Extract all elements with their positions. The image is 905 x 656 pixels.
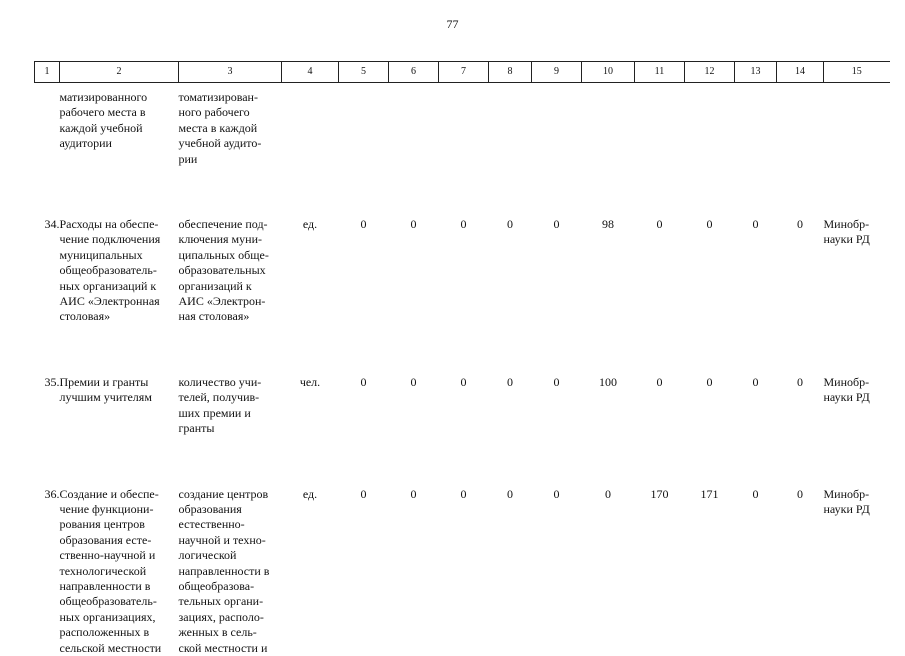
col-header: 6 bbox=[389, 62, 439, 83]
row-value bbox=[685, 83, 735, 192]
row-responsible bbox=[824, 191, 890, 349]
row-responsible bbox=[824, 83, 890, 192]
row-number bbox=[35, 83, 60, 192]
col-header: 11 bbox=[635, 62, 685, 83]
col-header: 12 bbox=[685, 62, 735, 83]
row-value bbox=[532, 349, 582, 461]
row-value bbox=[582, 461, 635, 656]
row-value bbox=[582, 83, 635, 192]
row-value-text: 0 bbox=[553, 217, 560, 232]
row-value bbox=[439, 461, 489, 656]
row-value bbox=[339, 191, 389, 349]
row-indicator-text: обеспечение под- ключения муни- ципальных обще- образовательных организаций к АИС «Электрон- ная столовая» bbox=[178, 217, 269, 324]
row-value-text: 0 bbox=[507, 374, 513, 389]
row-value-text: 0 bbox=[507, 217, 513, 232]
row-value bbox=[735, 191, 777, 349]
row-number bbox=[35, 349, 60, 461]
row-value bbox=[339, 83, 389, 192]
row-name bbox=[60, 191, 179, 349]
table-row bbox=[35, 461, 890, 656]
row-name-text: Создание и обеспе- чение функциони- рования центров образования есте- ственно-научной и технологической направленности в общеобразователь- ных организациях, расположенных в сельской местности bbox=[59, 486, 162, 655]
row-value-text: 0 bbox=[460, 486, 467, 501]
row-unit bbox=[282, 83, 339, 192]
row-value bbox=[489, 83, 532, 192]
row-indicator bbox=[179, 461, 282, 656]
row-value bbox=[339, 349, 389, 461]
row-name-text: Расходы на обеспе- чение подключения муниципальных общеобразователь- ных организаций к АИС «Электронная столовая» bbox=[59, 217, 161, 324]
table-row bbox=[35, 83, 890, 192]
row-value-text: 0 bbox=[706, 217, 713, 232]
row-value-text: 0 bbox=[360, 486, 367, 501]
row-value-text: 0 bbox=[752, 217, 759, 232]
row-value-text: 0 bbox=[797, 374, 803, 389]
row-value bbox=[777, 191, 824, 349]
row-number-text: 34. bbox=[44, 217, 60, 232]
row-responsible bbox=[824, 349, 890, 461]
row-value bbox=[339, 461, 389, 656]
row-value bbox=[635, 191, 685, 349]
row-value bbox=[685, 191, 735, 349]
row-responsible bbox=[824, 461, 890, 656]
row-name bbox=[60, 461, 179, 656]
row-name bbox=[60, 349, 179, 461]
col-header: 8 bbox=[489, 62, 532, 83]
row-value bbox=[777, 461, 824, 656]
row-value-text: 0 bbox=[553, 374, 560, 389]
row-value bbox=[439, 83, 489, 192]
row-value-text: 0 bbox=[410, 486, 417, 501]
row-value bbox=[685, 461, 735, 656]
table-row bbox=[35, 191, 890, 349]
row-unit-text: чел. bbox=[299, 374, 321, 389]
row-value-text: 0 bbox=[460, 217, 467, 232]
row-value-text: 0 bbox=[410, 217, 417, 232]
row-indicator-text: томатизирован- ного рабочего места в каждой учебной аудито- рии bbox=[178, 90, 262, 166]
row-value-text: 98 bbox=[602, 217, 614, 232]
col-header: 13 bbox=[735, 62, 777, 83]
row-value bbox=[735, 83, 777, 192]
col-header: 3 bbox=[179, 62, 282, 83]
row-responsible-text: Минобр- науки РД bbox=[823, 486, 870, 516]
row-value-text: 0 bbox=[752, 486, 759, 501]
row-unit bbox=[282, 191, 339, 349]
row-indicator-text: создание центров образования естественно- научной и техно- логической направленности в общеобразова- тельных органи- зациях, располо- женных в сель- ской местности и bbox=[178, 486, 270, 655]
row-responsible-text: Минобр- науки РД bbox=[823, 217, 870, 247]
row-value bbox=[777, 83, 824, 192]
row-indicator bbox=[179, 349, 282, 461]
row-value-text: 0 bbox=[752, 374, 759, 389]
row-value bbox=[532, 83, 582, 192]
row-value-text: 0 bbox=[797, 486, 803, 501]
row-value bbox=[735, 461, 777, 656]
row-name-text: Премии и гранты лучшим учителям bbox=[59, 374, 152, 405]
row-value-text: 0 bbox=[553, 486, 560, 501]
row-value bbox=[685, 349, 735, 461]
row-value-text: 0 bbox=[507, 486, 513, 501]
row-indicator bbox=[179, 191, 282, 349]
row-value bbox=[389, 191, 439, 349]
row-indicator-text: количество учи- телей, получив- ших премии и гранты bbox=[178, 374, 262, 436]
table-row bbox=[35, 349, 890, 461]
row-value-text: 0 bbox=[360, 374, 367, 389]
row-value-text: 0 bbox=[656, 217, 663, 232]
row-responsible-text: Минобр- науки РД bbox=[823, 374, 870, 405]
row-value bbox=[635, 83, 685, 192]
row-value bbox=[735, 349, 777, 461]
row-value bbox=[532, 461, 582, 656]
row-value bbox=[635, 349, 685, 461]
row-number bbox=[35, 191, 60, 349]
row-number-text: 36. bbox=[44, 486, 60, 501]
row-value-text: 100 bbox=[599, 374, 617, 389]
header-row bbox=[35, 62, 890, 83]
row-value-text: 0 bbox=[656, 374, 663, 389]
page-number: 77 bbox=[446, 17, 459, 31]
row-unit-text: ед. bbox=[302, 217, 318, 232]
col-header: 9 bbox=[532, 62, 582, 83]
row-name-text: матизированного рабочего места в каждой учебной аудитории bbox=[59, 90, 148, 151]
row-value-text: 0 bbox=[410, 374, 417, 389]
row-value bbox=[777, 349, 824, 461]
col-header: 10 bbox=[582, 62, 635, 83]
row-unit-text: ед. bbox=[302, 486, 318, 501]
col-header: 15 bbox=[824, 62, 890, 83]
row-value bbox=[489, 349, 532, 461]
row-value bbox=[389, 83, 439, 192]
row-value bbox=[532, 191, 582, 349]
row-value-text: 0 bbox=[706, 374, 713, 389]
row-value bbox=[439, 191, 489, 349]
row-value bbox=[489, 191, 532, 349]
row-indicator bbox=[179, 83, 282, 192]
row-value-text: 170 bbox=[650, 486, 669, 501]
row-number bbox=[35, 461, 60, 656]
row-value bbox=[582, 191, 635, 349]
col-header: 4 bbox=[282, 62, 339, 83]
row-value bbox=[489, 461, 532, 656]
row-value bbox=[389, 461, 439, 656]
row-value bbox=[439, 349, 489, 461]
col-header: 7 bbox=[439, 62, 489, 83]
row-value-text: 0 bbox=[360, 217, 367, 232]
row-value bbox=[635, 461, 685, 656]
row-unit bbox=[282, 349, 339, 461]
row-unit bbox=[282, 461, 339, 656]
row-value-text: 171 bbox=[700, 486, 719, 501]
col-header: 2 bbox=[60, 62, 179, 83]
row-value bbox=[389, 349, 439, 461]
row-value bbox=[582, 349, 635, 461]
data-table bbox=[34, 61, 890, 656]
row-value-text: 0 bbox=[605, 486, 611, 501]
col-header: 5 bbox=[339, 62, 389, 83]
row-value-text: 0 bbox=[460, 374, 467, 389]
col-header: 1 bbox=[35, 62, 60, 83]
row-number-text: 35. bbox=[44, 374, 60, 389]
row-name bbox=[60, 83, 179, 192]
row-value-text: 0 bbox=[797, 217, 803, 232]
col-header: 14 bbox=[777, 62, 824, 83]
